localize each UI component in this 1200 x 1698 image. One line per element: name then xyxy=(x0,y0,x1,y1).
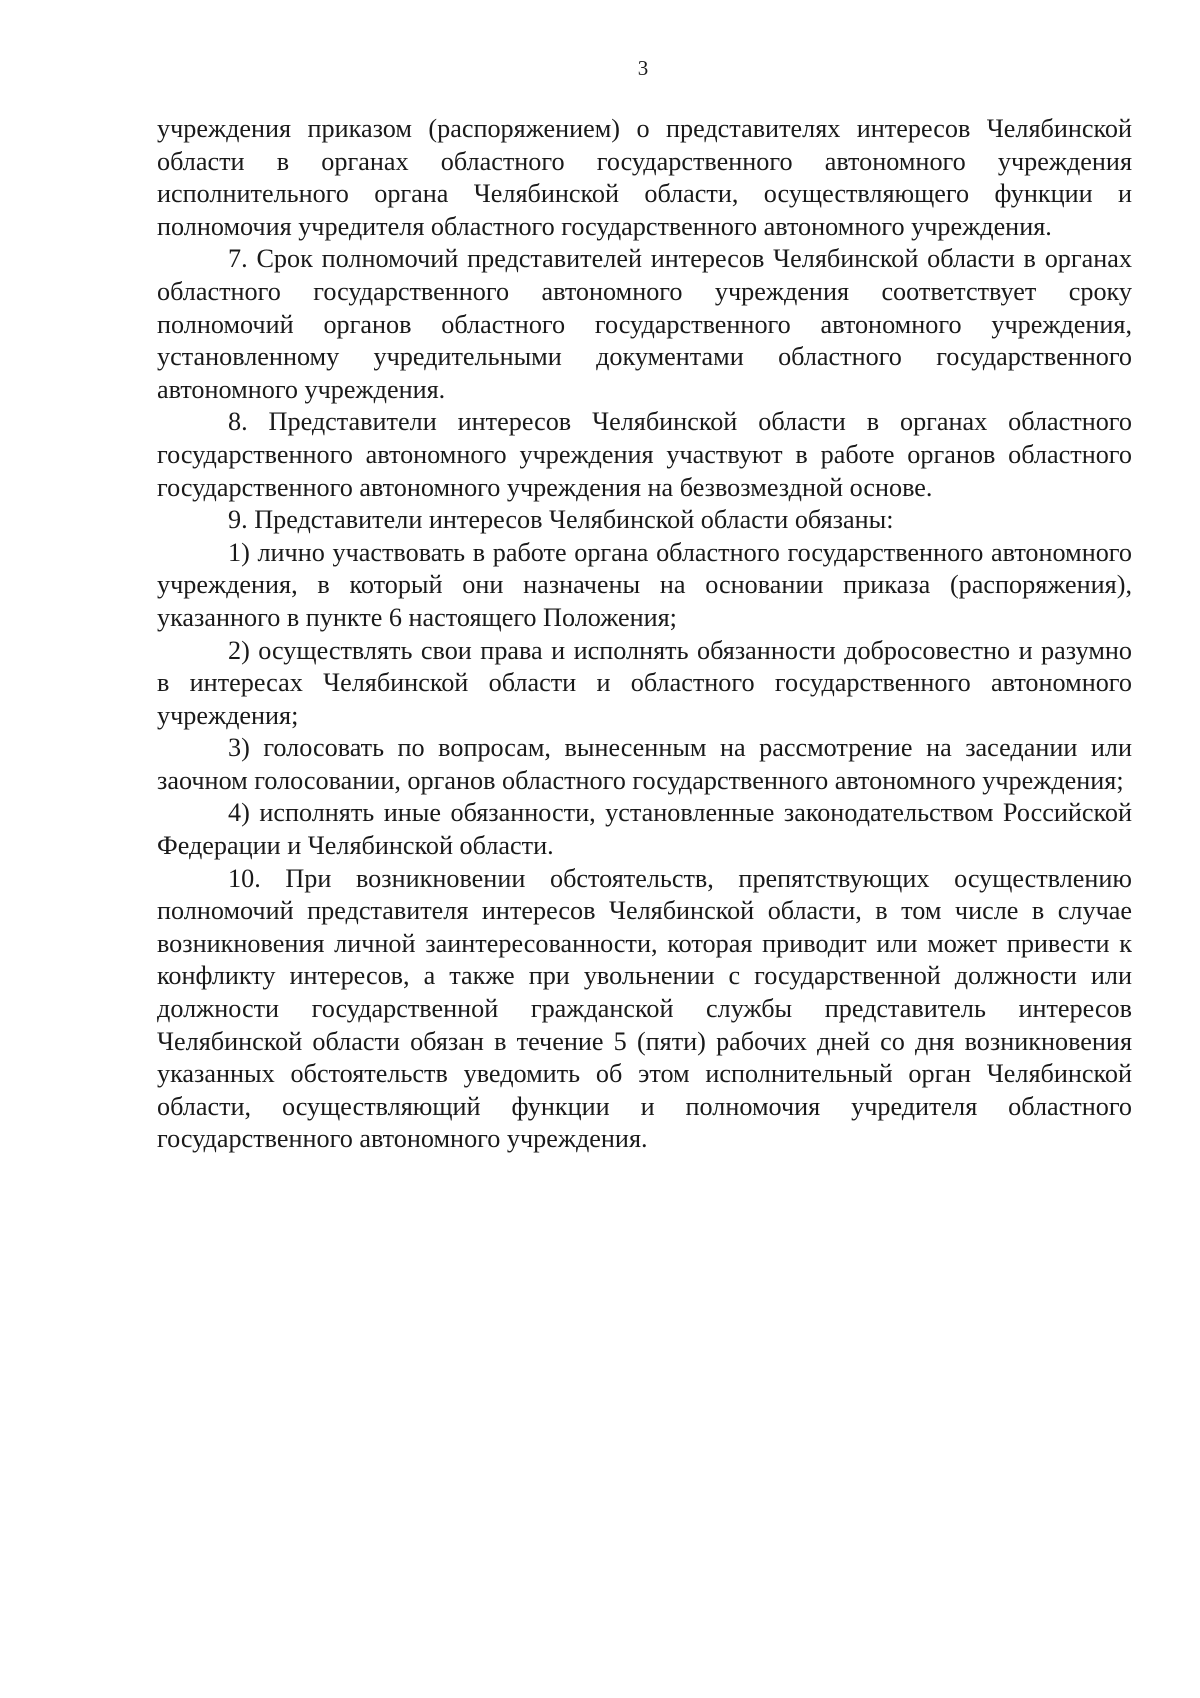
paragraph-item-9: 9. Представители интересов Челябинской области обязаны: xyxy=(228,505,894,535)
paragraph-item-10: 10. При возникновении обстоятельств, препятствующих осуществлению полномочий представителя интересов Челябинской области, в том числе в случае возникновения личной заинтересованности, которая приводит или может привести к конфликту интересов, а также при увольнении с государственной должности или должности государственной гражданской службы представитель интересов Челябинской области обязан в течение 5 (пяти) рабочих дней со дня возникновения указанных обстоятельств уведомить об этом исполнительный орган Челябинской области, осуществляющий функции и полномочия учредителя областного государственного автономного учреждения. xyxy=(157,863,1132,1154)
paragraph-subitem-2: 2) осуществлять свои права и исполнять обязанности добросовестно и разумно в интересах Челябинской области и областного государственного автономного учреждения; xyxy=(157,635,1132,730)
paragraph-continuation: учреждения приказом (распоряжением) о представителях интересов Челябинской области в органах областного государственного автономного учреждения исполнительного органа Челябинской области, осуществляющего функции и полномочия учредителя областного государственного автономного учреждения. xyxy=(157,114,1132,241)
page-number: 3 xyxy=(637,56,649,80)
paragraph-item-8: 8. Представители интересов Челябинской области в органах областного государственного автономного учреждения участвуют в работе органов областного государственного автономного учреждения на безвозмездной основе. xyxy=(157,407,1132,502)
paragraph-subitem-3: 3) голосовать по вопросам, вынесенным на рассмотрение на заседании или заочном голосовании, органов областного государственного автономного учреждения; xyxy=(157,733,1132,795)
document-body xyxy=(157,113,1132,1156)
paragraph-subitem-1: 1) лично участвовать в работе органа областного государственного автономного учреждения, в который они назначены на основании приказа (распоряжения), указанного в пункте 6 настоящего Положения; xyxy=(157,537,1132,632)
paragraph-subitem-4: 4) исполнять иные обязанности, установленные законодательством Российской Федерации и Челябинской области. xyxy=(157,798,1132,861)
paragraph-item-7: 7. Срок полномочий представителей интересов Челябинской области в органах областного государственного автономного учреждения соответствует сроку полномочий органов областного государственного автономного учреждения, установленному учредительными документами областного государственного автономного учреждения. xyxy=(157,244,1132,404)
